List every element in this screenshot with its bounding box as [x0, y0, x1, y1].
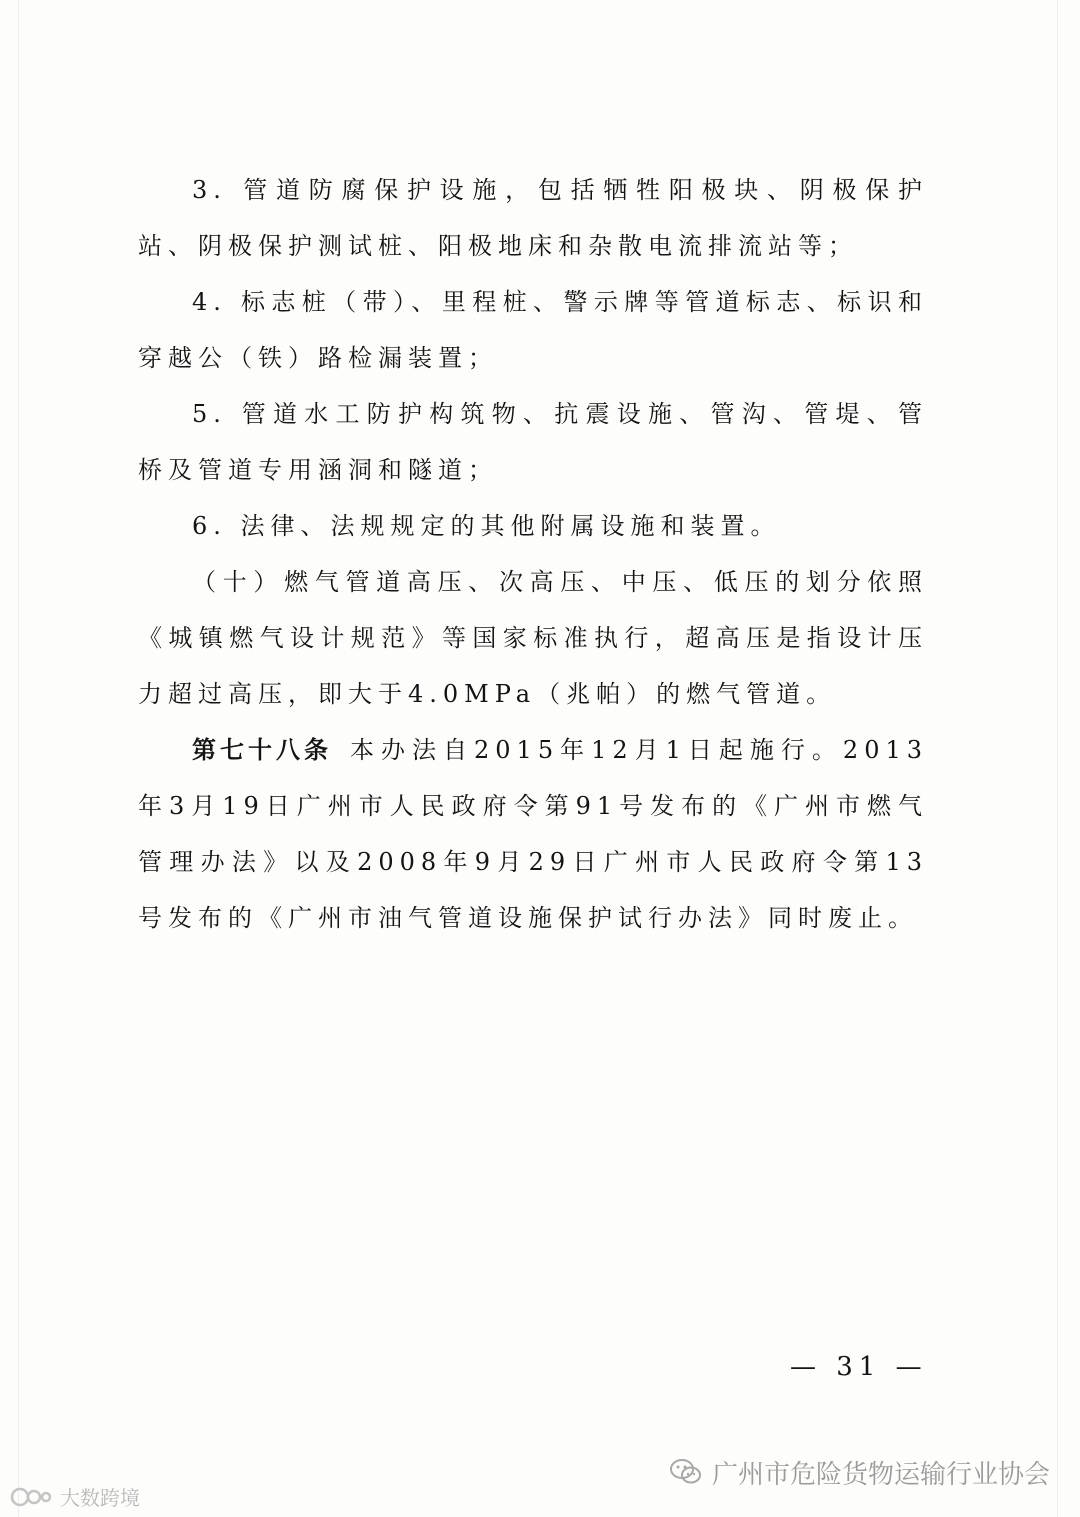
article-label: 第七十八条: [192, 735, 333, 764]
paragraph-section-10: （十）燃气管道高压、次高压、中压、低压的划分依照《城镇燃气设计规范》等国家标准执行，超高压是指设计压力超过高压，即大于4.0MPa（兆帕）的燃气管道。: [138, 568, 928, 708]
paragraph-item-5: 5. 管道水工防护构筑物、抗震设施、管沟、管堤、管桥及管道专用涵洞和隧道；: [138, 400, 928, 484]
paragraph-item-6: 6. 法律、法规规定的其他附属设施和装置。: [192, 512, 781, 540]
body-text: [138, 162, 928, 946]
watermark-right-text: 广州市危险货物运输行业协会: [712, 1459, 1051, 1490]
paragraph-item-4: 4. 标志桩（带）、里程桩、警示牌等管道标志、标识和穿越公（铁）路检漏装置；: [138, 288, 928, 372]
page-number: — 31 —: [790, 1352, 928, 1382]
paragraph-item-3: 3. 管道防腐保护设施，包括牺牲阳极块、阴极保护站、阴极保护测试桩、阳极地床和杂散电流排流站等；: [138, 176, 928, 260]
watermark-brand: [8, 1482, 140, 1511]
scan-edge-left: [18, 0, 19, 1517]
watermark-left-text: 大数跨境: [60, 1486, 140, 1510]
scan-edge-right: [1057, 0, 1058, 1517]
watermark-wechat: [668, 1450, 1050, 1494]
article-78: [138, 722, 928, 946]
brand-logo-icon: [8, 1483, 56, 1511]
wechat-icon: [668, 1454, 704, 1490]
article-text: 本办法自2015年12月1日起施行。2013年3月19日广州市人民政府令第91号发布的《广州市燃气管理办法》以及2008年9月29日广州市人民政府令第13号发布的《广州市油气管道设施保护试行办法》同时废止。: [138, 736, 929, 932]
